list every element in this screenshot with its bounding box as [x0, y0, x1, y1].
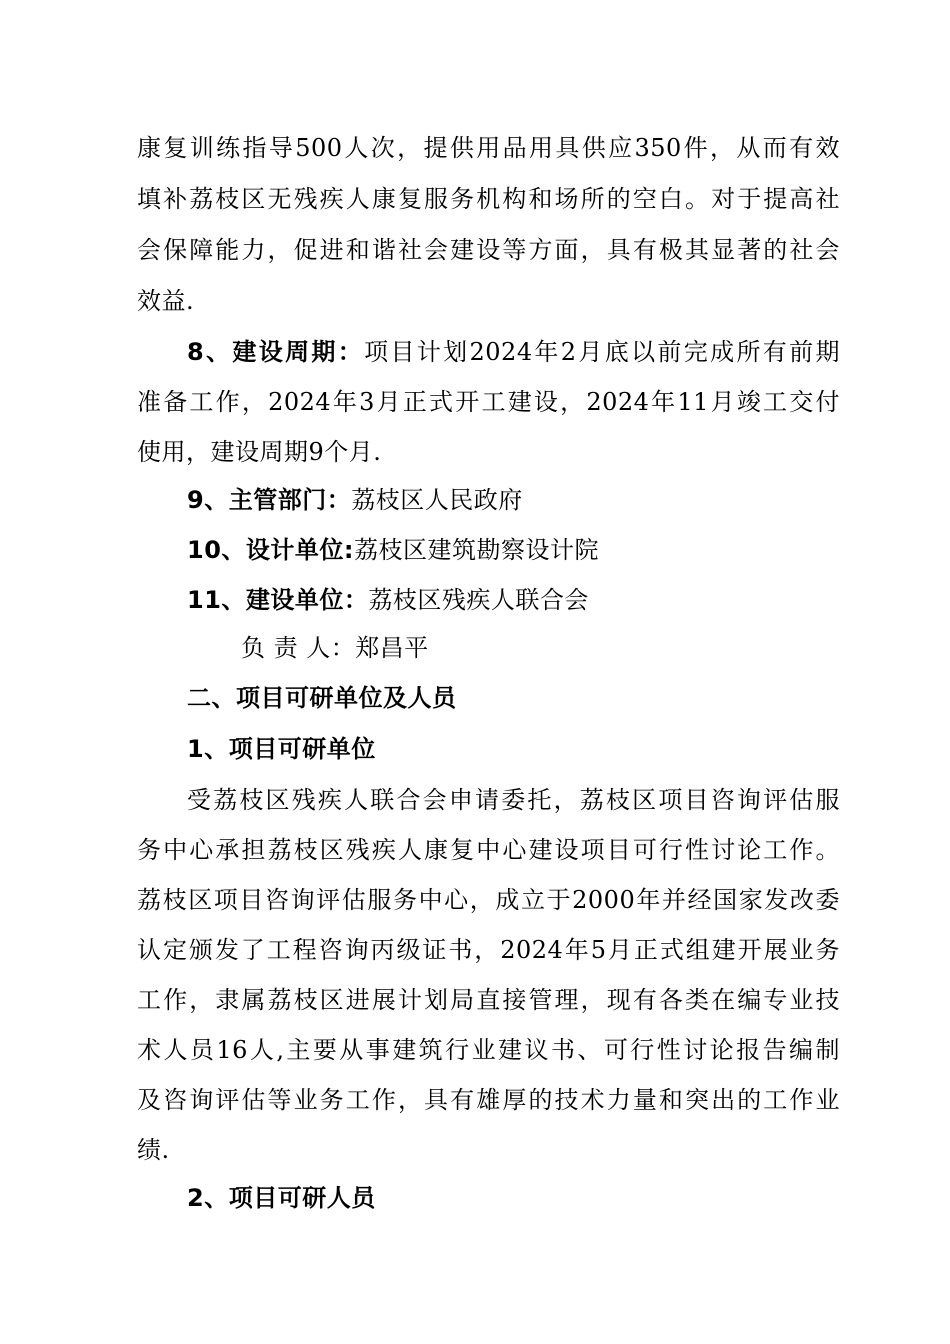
item9-line [187, 484, 840, 516]
section2-para-line-8: 绩. [137, 1136, 170, 1164]
item11-label: 11、建设单位： [187, 586, 369, 614]
item8-text-1: 项目计划2024年2月底以前完成所有前期 [364, 338, 840, 366]
section2-para-line-6: 术人员16人,主要从事建筑行业建议书、可行性讨论报告编制 [137, 1036, 840, 1064]
section2-heading: 二、项目可研单位及人员 [187, 684, 457, 712]
section2-para-line-5: 工作，隶属荔枝区进展计划局直接管理，现有各类在编专业技 [137, 986, 840, 1014]
item8-line-3: 使用，建设周期9个月. [137, 438, 382, 466]
section2-para-line-2: 务中心承担荔枝区残疾人康复中心建设项目可行性讨论工作。 [137, 836, 840, 864]
item11-line [187, 584, 840, 616]
item8-line-1 [187, 336, 840, 368]
item8-label: 8、建设周期： [187, 338, 365, 366]
benefit-line-3: 会保障能力，促进和谐社会建设等方面，具有极其显著的社会 [137, 236, 840, 264]
section2-para-line-7: 及咨询评估等业务工作，具有雄厚的技术力量和突出的工作业 [137, 1086, 840, 1114]
item10-line [187, 534, 840, 566]
benefit-line-1: 康复训练指导500人次，提供用品用具供应350件，从而有效 [137, 134, 840, 162]
item8-line-2: 准备工作，2024年3月正式开工建设，2024年11月竣工交付 [137, 388, 840, 416]
benefit-line-4: 效益. [137, 287, 195, 315]
item10-value: 荔枝区建筑勘察设计院 [354, 536, 599, 564]
section2-sub1-heading: 1、项目可研单位 [187, 735, 376, 763]
item9-value: 荔枝区人民政府 [351, 486, 523, 514]
item11-value: 荔枝区残疾人联合会 [368, 586, 589, 614]
item10-label: 10、设计单位: [187, 536, 354, 564]
item11-person-line: 负 责 人：郑昌平 [241, 634, 429, 662]
benefit-line-2: 填补荔枝区无残疾人康复服务机构和场所的空白。对于提高社 [137, 185, 840, 213]
section2-para-line-4: 认定颁发了工程咨询丙级证书，2024年5月正式组建开展业务 [137, 936, 840, 964]
section2-sub2-heading: 2、项目可研人员 [187, 1184, 376, 1212]
section2-para-line-1: 受荔枝区残疾人联合会申请委托，荔枝区项目咨询评估服 [187, 786, 840, 814]
section2-para-line-3: 荔枝区项目咨询评估服务中心，成立于2000年并经国家发改委 [137, 886, 840, 914]
item9-label: 9、主管部门： [187, 486, 352, 514]
